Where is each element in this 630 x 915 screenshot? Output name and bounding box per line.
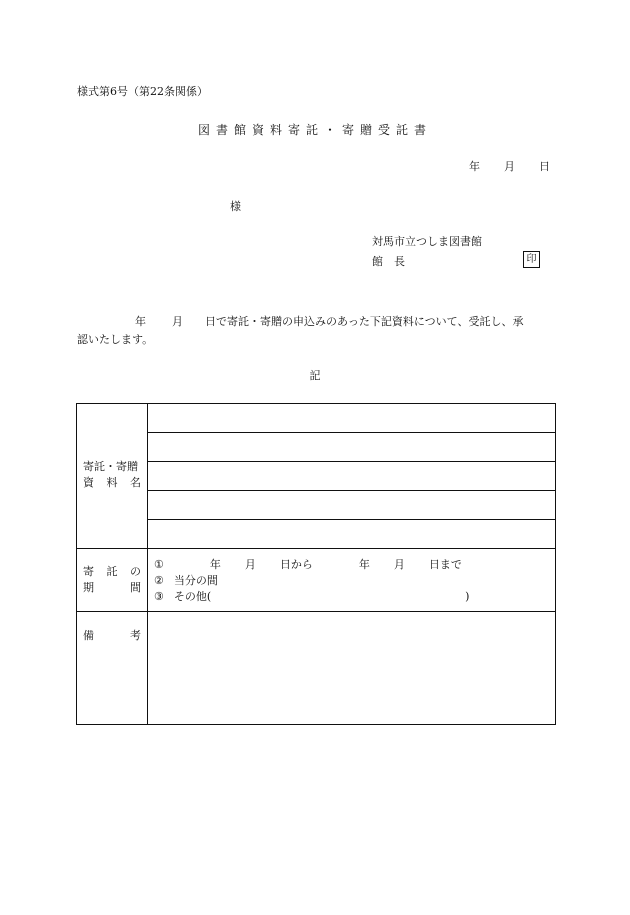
remarks-label-cell (77, 612, 148, 725)
form-number: 様式第6号（第22条関係） (77, 85, 208, 98)
period-label-cell (77, 549, 148, 612)
date-year-label: 年 (469, 160, 480, 173)
body-paragraph (77, 313, 551, 349)
period-option-1[interactable]: ① 年 月 日から 年 月 日まで (154, 558, 462, 571)
item-name-row-3[interactable] (148, 462, 556, 491)
period-option-3[interactable]: ③ その他( ) (154, 590, 470, 603)
period-options-cell (148, 549, 556, 612)
remarks-cell[interactable] (148, 612, 556, 725)
period-label-line1: 寄 託 の (83, 565, 141, 578)
document-title: 図書館資料寄託・寄贈受託書 (197, 123, 432, 137)
period-label-line2: 期 間 (83, 581, 141, 594)
body-year: 年 (135, 315, 146, 328)
date-month-label: 月 (504, 160, 515, 173)
body-month: 月 (172, 315, 183, 328)
issue-date (469, 161, 550, 172)
body-text-line1: 日で寄託・寄贈の申込みのあった下記資料について、受託し、承 (205, 315, 524, 328)
body-text-line2: 認いたします。 (77, 333, 154, 346)
issuer-organization: 対馬市立つしま図書館 (372, 235, 482, 248)
item-name-row-1[interactable] (148, 404, 556, 433)
item-label-line1: 寄託・寄贈 (83, 460, 138, 473)
item-name-row-5[interactable] (148, 520, 556, 549)
item-name-label-cell (77, 404, 148, 549)
seal-stamp: 印 (523, 251, 540, 268)
item-label-line2: 資 料 名 (83, 476, 141, 489)
item-name-row-4[interactable] (148, 491, 556, 520)
issuer-title: 館 長 (372, 255, 405, 268)
item-name-row-2[interactable] (148, 433, 556, 462)
addressee-suffix: 様 (230, 200, 241, 213)
period-option-2[interactable]: ② 当分の間 (154, 574, 218, 587)
ki-heading: 記 (309, 369, 321, 382)
remarks-label: 備 考 (83, 629, 141, 642)
date-day-label: 日 (539, 160, 550, 173)
entrustment-table (76, 403, 556, 725)
